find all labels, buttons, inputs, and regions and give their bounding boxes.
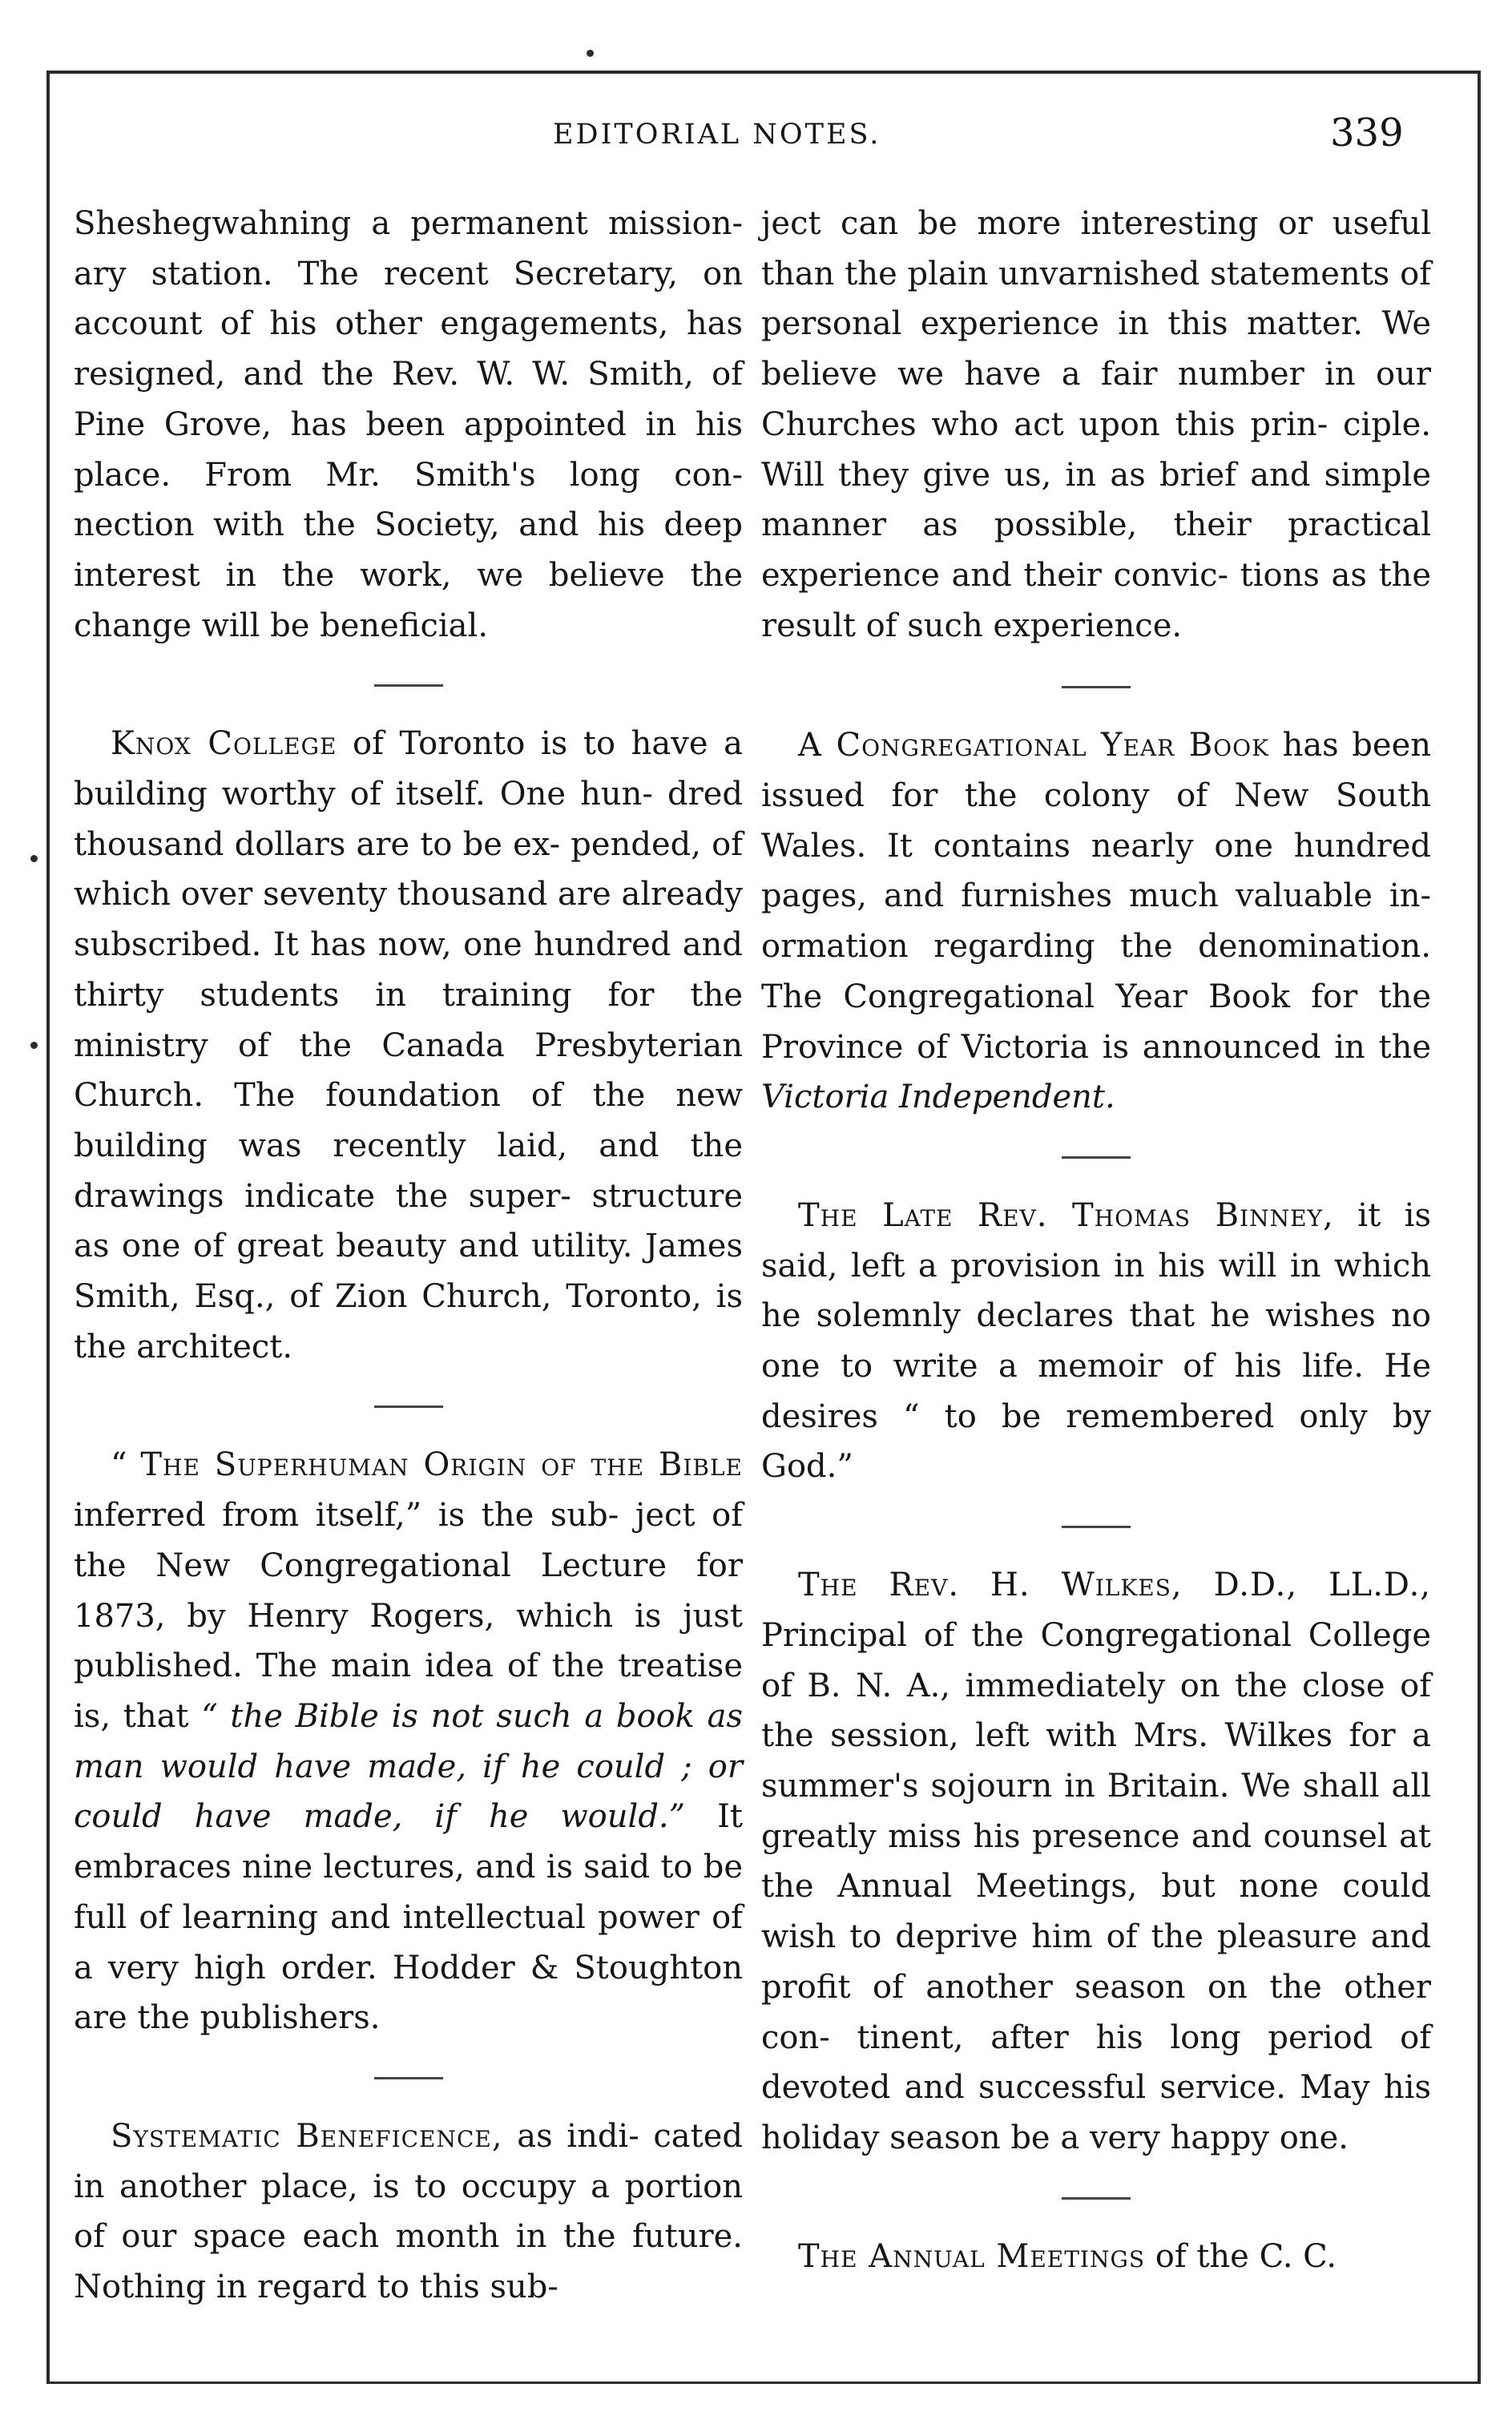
paragraph-missionary-station: Sheshegwahning a permanent mission- ary station. The recent Secretary, on account of his other engagements, has resigned, and the Rev. W. W. Smith, of Pine Grove, has been appointed in his place. From Mr. Smith's long con- nection with the Society, and his deep interest in the work, we believe the change will be beneficial.: [74, 205, 743, 644]
lead-superhuman-origin: The Superhuman Origin of the Bible: [140, 1446, 743, 1484]
section-separator: [1062, 2197, 1131, 2200]
section-separator: [1062, 1156, 1131, 1159]
section-separator: [374, 2077, 443, 2079]
quote-bible: “ the Bible is not such a book as man would have made, if he could ; or could have made, if he would.”: [74, 1697, 743, 1836]
paragraph-thomas-binney: [761, 1191, 1431, 1492]
text-wilkes: Principal of the Congregational College of B. N. A., immediately on the close of the session, left with Mrs. Wilkes for a summer's sojourn in Britain. We shall all greatly miss his presence and counsel at the Annual Meetings, but none could wish to deprive him of the pleasure and profit of another season on the other con- tinent, after his long period of devoted and successful service. May his holiday season be a very happy one.: [761, 1616, 1431, 2156]
text-thomas-binney: it is said, left a provision in his will in which he solemnly declares that he wishes no one to write a memoir of his life. He desires “ to be remembered only by God.”: [761, 1196, 1431, 1486]
paragraph-year-book: [761, 720, 1431, 1123]
paragraph-personal-experience: ject can be more interesting or useful than the plain unvarnished statements of personal experience in this matter. We believe we have a fair number in our Churches who act upon this prin- ciple. Will they give us, in as brief and simple manner as possible, their practical experience and their convic- tions as the result of such experience.: [761, 205, 1431, 644]
text-superhuman-origin-1: inferred from itself,” is the sub- ject of the New Congregational Lecture for 1873, by Henry Rogers, which is just published. The main idea of the treatise is, that: [74, 1497, 743, 1735]
margin-dot: [30, 1042, 38, 1049]
text-systematic-beneficence: as indi- cated in another place, is to occupy a portion of our space each month in the future. Nothing in regard to this sub-: [74, 2117, 744, 2306]
lead-thomas-binney: The Late Rev. Thomas Binney,: [798, 1196, 1334, 1234]
lead-year-book: A Congregational Year Book: [798, 727, 1269, 764]
text-superhuman-origin-2: It embraces nine lectures, and is said to be full of learning and intellectual power of a very high order. Hodder & Stoughton are the publishers.: [74, 1798, 743, 2037]
section-separator: [1062, 1526, 1131, 1528]
running-header: EDITORIAL NOTES.: [553, 119, 881, 151]
title-victoria-independent: Victoria Independent.: [761, 1079, 1115, 1116]
page-number: 339: [1330, 111, 1404, 155]
top-dot: [587, 50, 594, 57]
left-column: [74, 199, 743, 2313]
bottom-rule: [50, 2382, 1480, 2384]
section-separator: [1062, 686, 1131, 688]
margin-dot: [30, 855, 38, 862]
text-knox-college: of Toronto is to have a building worthy of itself. One hun- dred thousand dollars are to be ex- pended, of which over seventy thousand are already subscribed. It has now, one hundred and thirty students in training for the ministry of the Canada Presbyterian Church. The foundation of the new building was recently laid, and the drawings indicate the super- structure as one of great beauty and utility. James Smith, Esq., of Zion Church, Toronto, is the architect.: [74, 725, 743, 1365]
section-separator: [374, 684, 443, 687]
paragraph-knox-college: [74, 719, 743, 1372]
lead-annual-meetings: The Annual Meetings: [798, 2237, 1146, 2275]
lead-wilkes: The Rev. H. Wilkes, D.D., LL.D.,: [798, 1567, 1431, 1604]
section-separator: [374, 1406, 443, 1408]
open-quote: “: [111, 1446, 141, 1484]
text-year-book: has been issued for the colony of New South Wales. It contains nearly one hundred pages, and furnishes much valuable in- ormation regarding the denomination. The Congregational Year Book for the Province of Victoria is announced in the: [761, 727, 1431, 1066]
paragraph-systematic-beneficence: [74, 2111, 743, 2313]
text-annual-meetings: of the C. C.: [1145, 2237, 1337, 2275]
paragraph-wilkes: [761, 1560, 1431, 2163]
lead-knox-college: Knox College: [111, 725, 337, 763]
paragraph-superhuman-origin: [74, 1440, 743, 2043]
right-column: [761, 199, 1431, 2281]
paragraph-annual-meetings: [761, 2232, 1431, 2282]
lead-systematic-beneficence: Systematic Beneficence,: [111, 2117, 503, 2155]
